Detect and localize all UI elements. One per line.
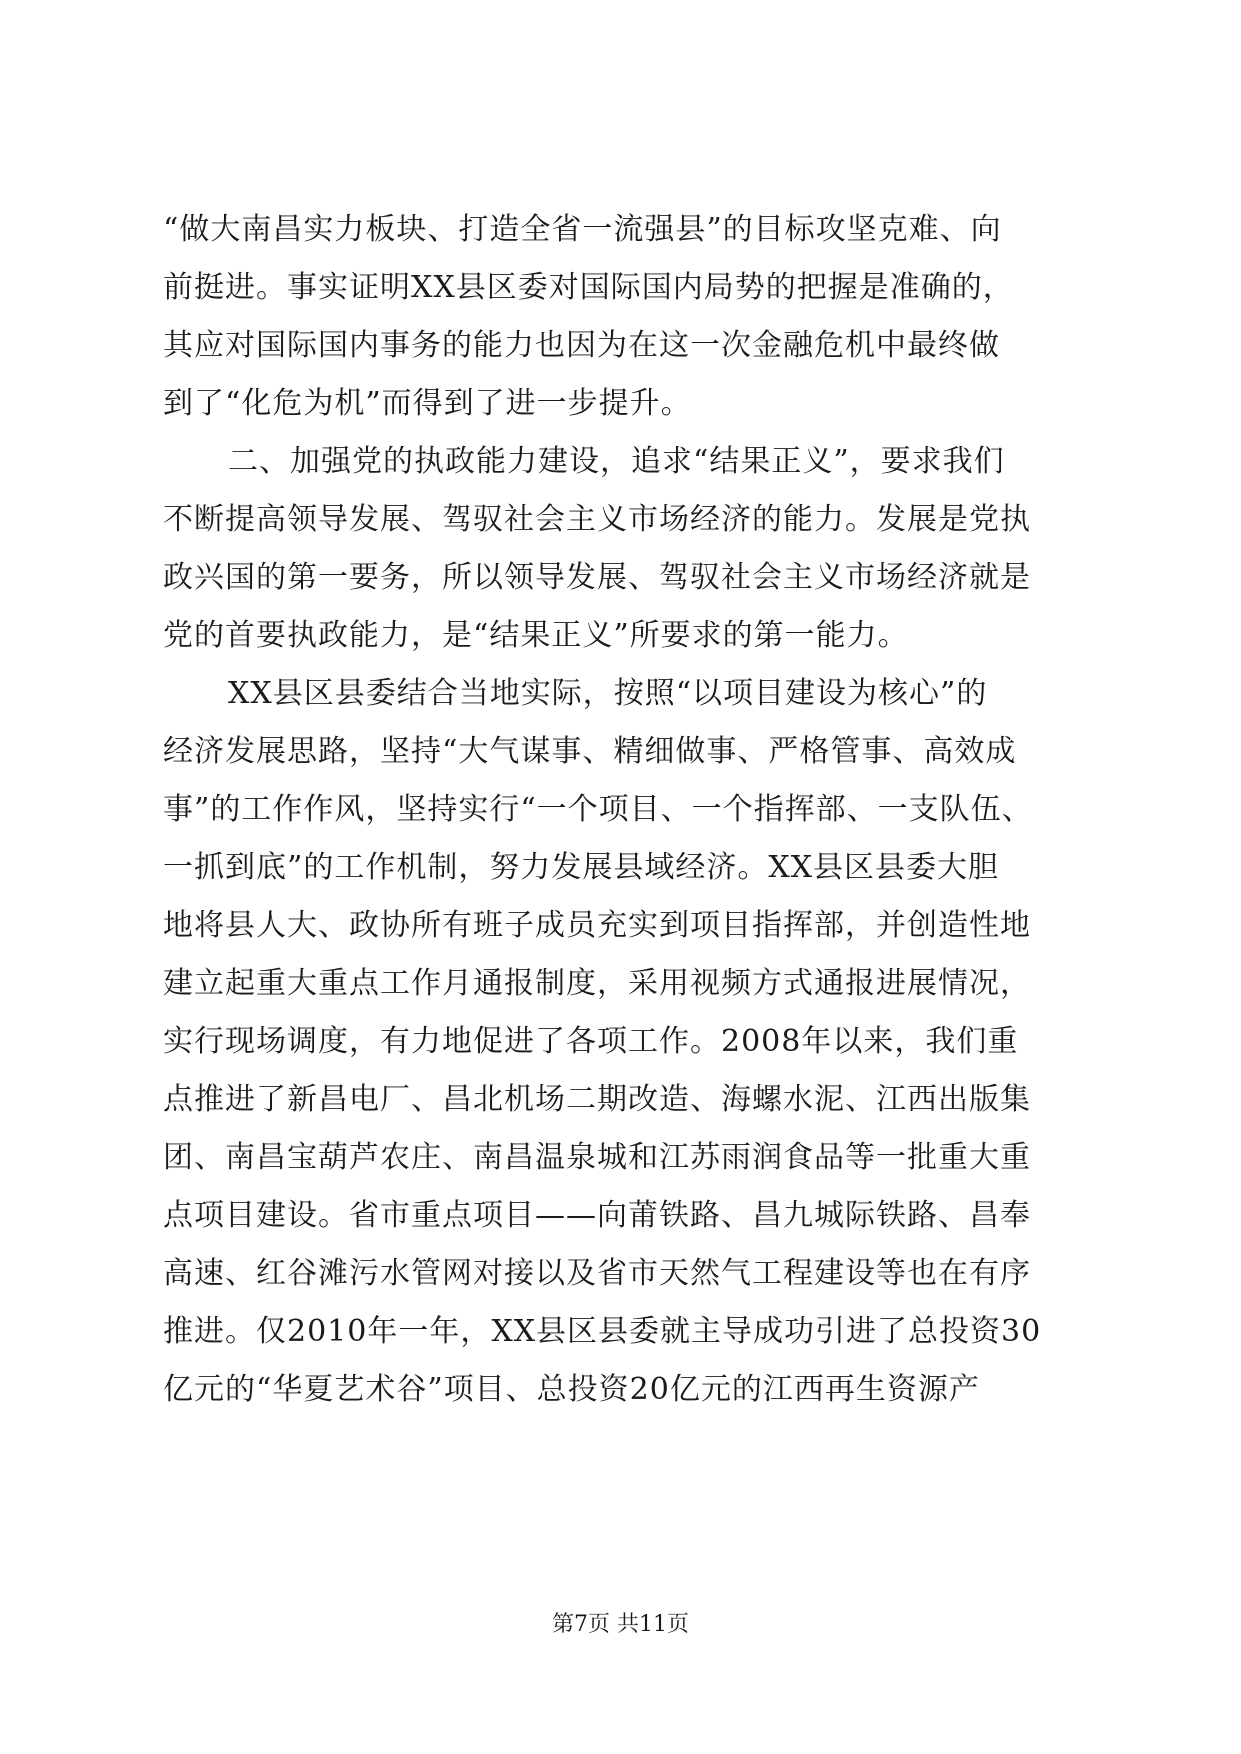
text-line-14: 建立起重大重点工作月通报制度，采用视频方式通报进展情况， <box>163 966 1031 1001</box>
text-line-3: 其应对国际国内事务的能力也因为在这一次金融危机中最终做 <box>163 328 1000 363</box>
text-line-18: 点项目建设。省市重点项目——向莆铁路、昌九城际铁路、昌奉 <box>163 1198 1031 1233</box>
text-line-13: 地将县人大、政协所有班子成员充实到项目指挥部，并创造性地 <box>163 908 1031 943</box>
page-footer <box>0 1610 1241 1640</box>
text-line-2: 前挺进。事实证明XX县区委对国际国内局势的把握是准确的， <box>163 270 1014 305</box>
text-line-20: 推进。仅2010年一年，XX县区县委就主导成功引进了总投资30 <box>163 1314 1042 1349</box>
text-line-4: 到了“化危为机”而得到了进一步提升。 <box>163 386 692 421</box>
text-line-8: 党的首要执政能力，是“结果正义”所要求的第一能力。 <box>163 618 909 653</box>
text-line-10: 经济发展思路，坚持“大气谋事、精细做事、严格管事、高效成 <box>163 734 1017 769</box>
text-line-9: XX县区县委结合当地实际，按照“以项目建设为核心”的 <box>228 676 988 711</box>
text-line-7: 政兴国的第一要务，所以领导发展、驾驭社会主义市场经济就是 <box>163 560 1031 595</box>
text-line-11: 事”的工作作风，坚持实行“一个项目、一个指挥部、一支队伍、 <box>163 792 1033 827</box>
text-line-16: 点推进了新昌电厂、昌北机场二期改造、海螺水泥、江西出版集 <box>163 1082 1031 1117</box>
text-line-1: “做大南昌实力板块、打造全省一流强县”的目标攻坚克难、向 <box>163 212 1002 247</box>
text-line-12: 一抓到底”的工作机制，努力发展县域经济。XX县区县委大胆 <box>163 850 1000 885</box>
text-line-17: 团、南昌宝葫芦农庄、南昌温泉城和江苏雨润食品等一批重大重 <box>163 1140 1031 1175</box>
text-line-15: 实行现场调度，有力地促进了各项工作。2008年以来，我们重 <box>163 1024 1019 1059</box>
text-line-21: 亿元的“华夏艺术谷”项目、总投资20亿元的江西再生资源产 <box>163 1372 980 1407</box>
text-line-6: 不断提高领导发展、驾驭社会主义市场经济的能力。发展是党执 <box>163 502 1031 537</box>
text-line-5: 二、加强党的执政能力建设，追求“结果正义”，要求我们 <box>228 444 1005 479</box>
text-line-19: 高速、红谷滩污水管网对接以及省市天然气工程建设等也在有序 <box>163 1256 1031 1291</box>
page-number-label: 第7页 共11页 <box>552 1612 689 1637</box>
